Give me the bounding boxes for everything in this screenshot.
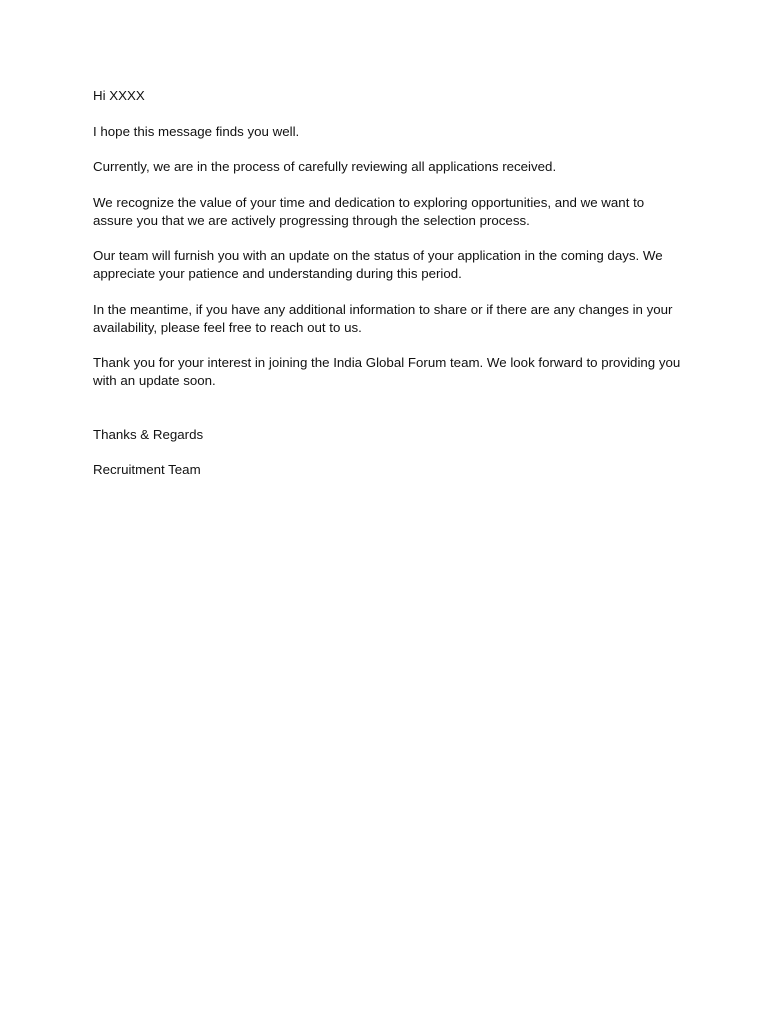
letter-body	[93, 87, 683, 497]
paragraph-opening: I hope this message finds you well.	[93, 123, 300, 139]
paragraph-additional-info: In the meantime, if you have any additional information to share or if there are any changes in your availability, please feel free to reach out to us.	[93, 301, 673, 335]
greeting: Hi XXXX	[93, 88, 145, 103]
closing: Thanks & Regards	[93, 426, 204, 442]
signature: Recruitment Team	[93, 462, 201, 477]
paragraph-selection-process: We recognize the value of your time and dedication to exploring opportunities, and we want to assure you that we are actively progressing through the selection process.	[93, 194, 645, 228]
paragraph-review-status: Currently, we are in the process of carefully reviewing all applications received.	[93, 159, 557, 174]
paragraph-update-notice: Our team will furnish you with an update on the status of your application in the coming days. We appreciate your patience and understanding during this period.	[93, 248, 663, 281]
paragraph-thanks: Thank you for your interest in joining the India Global Forum team. We look forward to providing you with an update soon.	[93, 355, 681, 388]
blank-line	[93, 408, 683, 426]
